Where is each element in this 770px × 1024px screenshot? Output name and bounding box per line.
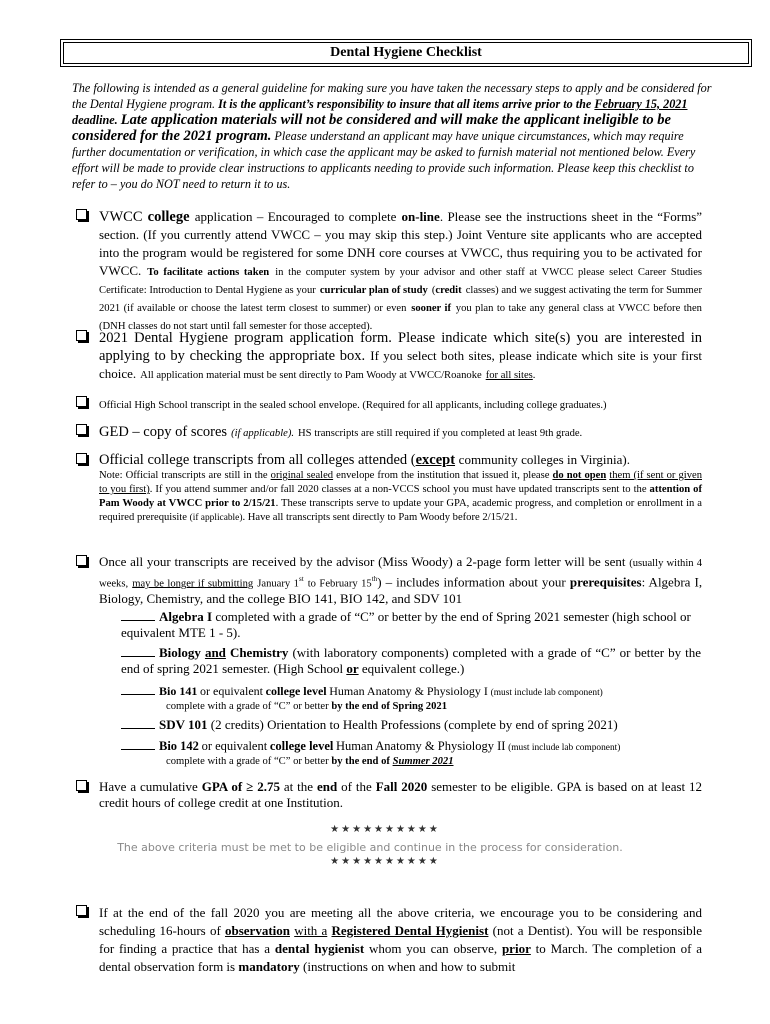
checkbox[interactable] [76, 780, 87, 791]
item1-c: application – Encouraged to complete [194, 209, 397, 224]
prereq2-d: equivalent college.) [361, 661, 465, 676]
checkbox[interactable] [76, 424, 87, 435]
intro-text-1: The following is intended as a general guideline for making sure you have taken the necessary steps to apply and be considered for the Dental Hygiene program. [72, 81, 712, 111]
prereq5-g: by the end of [331, 756, 390, 767]
item1-g: in the computer system by your advisor and other staff at VWCC please select Career Studies Certificate: Introduction to Dental Hygiene as your [99, 267, 703, 296]
item8-i: to March. The completion of a dental observation form is [99, 941, 703, 974]
checklist-item-college-transcripts [76, 452, 702, 525]
item5-j: attention of Pam Woody at VWCC prior to 2/15/21 [99, 484, 702, 509]
deadline-word: deadline. [72, 113, 118, 127]
item1-h: curricular plan of study [319, 285, 428, 296]
item1-b: college [147, 209, 190, 225]
prereq-bio141 [121, 683, 701, 714]
item4-b: (if applicable). [231, 428, 295, 439]
item8-k: (instructions on when and how to submit [303, 959, 516, 974]
item5-h: them (if sent or given to you first) [99, 470, 702, 495]
prereq2-a: Biology [159, 645, 201, 660]
blank-line[interactable] [121, 717, 155, 729]
prereq5-c: college level [269, 739, 334, 753]
prereq3-a: Bio 141 [159, 684, 198, 698]
deadline-date: February 15, 2021 [594, 97, 688, 111]
item8-h: prior [501, 941, 531, 956]
item6-d-sup: st [298, 575, 304, 583]
item2-e: . [532, 370, 536, 381]
item6-h: : Algebra I, Biology, Chemistry, and the college BIO 141, BIO 142, and SDV 101 [99, 574, 703, 607]
checklist-item-ged [76, 423, 702, 441]
checkbox[interactable] [76, 905, 87, 916]
item7-b: GPA of ≥ 2.75 [201, 779, 280, 794]
checkbox[interactable] [76, 396, 87, 407]
checkbox[interactable] [76, 453, 87, 464]
item2-d: for all sites [485, 370, 533, 381]
item5-g: do not open [552, 470, 607, 481]
checklist-title [60, 39, 752, 67]
prereq2-and: and [204, 645, 226, 660]
checklist-item-observation [76, 904, 702, 976]
item1-f: To facilitate actions taken [147, 267, 270, 278]
blank-line[interactable] [121, 609, 155, 621]
item2-b: If you select both sites, please indicate which site is your first choice. [99, 348, 702, 381]
checklist-item-hs-transcript [76, 395, 702, 413]
item8-e: (not a Dentist). You will be responsible for finding a practice that has a [99, 923, 702, 956]
title-text: Dental Hygiene Checklist [330, 45, 482, 60]
item8-f: dental hygienist [274, 941, 365, 956]
prereq1-a: Algebra I [159, 609, 213, 624]
item4-a: GED – copy of scores [99, 424, 228, 440]
criteria-note [0, 841, 740, 854]
item7-e: of the [341, 779, 372, 794]
stars-divider-bottom [0, 856, 770, 867]
prereq5-b: or equivalent [201, 739, 268, 753]
prereq5-h: Summer 2021 [392, 756, 454, 767]
intro-text-2: It is the applicant’s responsibility to insure that all items arrive prior to the [218, 97, 592, 111]
item5-a: Official college transcripts from all colleges attended ( [99, 452, 416, 468]
prereq-bio142 [121, 738, 701, 769]
prereq-bio-chem [121, 645, 701, 677]
prereq3-f: complete with a grade of “C” or better [166, 701, 329, 712]
item5-m: . Have all transcripts sent directly to Pam Woody before 2/15/21. [242, 512, 518, 523]
item6-e: to February 15 [307, 578, 372, 590]
prereq3-c: college level [265, 684, 327, 698]
prereq5-a: Bio 142 [159, 739, 199, 753]
prereq5-d: Human Anatomy & Physiology II [336, 739, 506, 753]
prereq5-f: complete with a grade of “C” or better [166, 756, 329, 767]
stars-top: ★★★★★★★★★★ [330, 824, 440, 835]
intro-warning: Late application materials will not be considered and will make the applicant ineligible to be considered for the 2021 program. [72, 112, 671, 144]
prereq2-b: Chemistry [229, 645, 289, 660]
item8-c: with a [294, 923, 328, 938]
item7-c: at the [283, 779, 314, 794]
checklist-item-program-application [76, 329, 702, 383]
checkbox[interactable] [76, 209, 87, 220]
item1-j: credit [435, 285, 462, 296]
item1-k: classes) and we suggest activating the term for Summer 2021 (if available or choose the latest term closest to summer) or even [99, 285, 703, 314]
prereq3-b: or equivalent [200, 684, 263, 698]
criteria-note-text: The above criteria must be met to be eligible and continue in the process for consideration. [117, 841, 623, 854]
intro-text-4: Please understand an applicant may have unique circumstances, which may require further documentation or verification, in which case the applicant may be asked to furnish material not mentioned below. Every effort will be made to provide clear instructions to applicants needing to provide such information. Please keep this checklist to refer to – you do NOT need to return it to us. [72, 129, 696, 191]
item8-d: Registered Dental Hygienist [331, 923, 489, 938]
item5-c: community colleges in Virginia). [458, 452, 630, 467]
item6-c: may be longer if submitting [132, 578, 254, 590]
item5-e: original sealed [270, 470, 334, 481]
item1-m: you plan to take any general class at VWCC before then (DNH classes do not start until fall semester for those accepted). [99, 303, 702, 332]
intro-paragraph [72, 80, 720, 192]
item6-f: ) – includes information about your [377, 574, 566, 590]
prereq4-b: (2 credits) Orientation to Health Professions (complete by end of spring 2021) [210, 717, 618, 732]
checklist-item-gpa [76, 779, 702, 811]
item7-f: Fall 2020 [375, 779, 428, 794]
item8-g: whom you can observe, [369, 941, 498, 956]
item7-d: end [316, 779, 338, 794]
prereq3-g: by the end of Spring 2021 [331, 701, 447, 712]
item1-e: . Please see the instructions sheet in the “Forms” section. (If you currently attend VWCC – you may skip this step.) Joint Venture site applicants who are accepted into the program would be registered for some DNH core courses at VWCC, thus requiring you to be activated for VWCC. [99, 209, 703, 278]
item1-a: VWCC [99, 209, 143, 225]
item1-l: sooner if [411, 303, 451, 314]
item5-f: envelope from the institution that issued it, please [336, 470, 550, 481]
item4-c: HS transcripts are still required if you completed at least 9th grade. [298, 428, 583, 439]
item1-i: ( [431, 285, 436, 296]
blank-line[interactable] [121, 683, 155, 695]
item5-i: . If you attend summer and/or fall 2020 classes at a non-VCCS school you must have updated transcripts sent to the [149, 484, 647, 495]
prereq3-e: (must include lab component) [490, 688, 603, 698]
item5-d: Note: Official transcripts are still in the [99, 470, 268, 481]
item8-b: observation [224, 923, 290, 938]
item3-a: Official High School transcript in the sealed school envelope. (Required for all applicants, including college graduates.) [99, 400, 607, 411]
prereq3-d: Human Anatomy & Physiology I [329, 684, 488, 698]
item5-k: . These transcripts serve to update your GPA, academic progress, and completion or enrollment in a required prerequisite [99, 498, 702, 523]
item8-j: mandatory [238, 959, 300, 974]
prereq4-a: SDV 101 [159, 717, 208, 732]
item5-l: (if applicable) [189, 513, 243, 523]
prereq5-e: (must include lab component) [508, 743, 621, 753]
checkbox[interactable] [76, 555, 87, 566]
checklist-item-form-letter [76, 554, 702, 607]
item5-b: except [415, 452, 456, 468]
item7-a: Have a cumulative [99, 779, 198, 794]
prereq2-c: (with laboratory components) completed with a grade of “C” or better by the end of spring 2021 semester. (High School [121, 645, 702, 676]
item6-a: Once all your transcripts are received by the advisor (Miss Woody) a 2-page form letter will be sent [99, 554, 626, 569]
item6-e-sup: th [371, 575, 378, 583]
checkbox[interactable] [76, 330, 87, 341]
checklist-item-vwcc-application [76, 208, 702, 334]
stars-divider-top [0, 824, 770, 835]
item1-d: on-line [401, 209, 440, 224]
blank-line[interactable] [121, 645, 155, 657]
item6-b: (usually within 4 weeks, [99, 558, 703, 590]
stars-bottom: ★★★★★★★★★★ [330, 856, 440, 867]
prereq-sdv101 [121, 717, 701, 733]
item8-a: If at the end of the fall 2020 you are meeting all the above criteria, we encourage you to be considering and scheduling 16-hours of [99, 905, 702, 938]
prereq2-or: or [346, 661, 359, 676]
item6-g: prerequisites [569, 574, 642, 590]
prereq1-b: completed with a grade of “C” or better by the end of Spring 2021 semester (high school or equivalent MTE 1 - 5). [121, 609, 691, 640]
item2-a: 2021 Dental Hygiene program application form. Please indicate which site(s) you are interested in applying to by checking the appropriate box. [99, 330, 702, 364]
item6-d: January 1 [257, 578, 299, 590]
prereq-algebra [121, 609, 701, 641]
item2-c: All application material must be sent directly to Pam Woody at VWCC/Roanoke [140, 370, 482, 381]
blank-line[interactable] [121, 738, 155, 750]
item7-g: semester to be eligible. GPA is based on at least 12 credit hours of college credit at one Institution. [99, 779, 703, 810]
